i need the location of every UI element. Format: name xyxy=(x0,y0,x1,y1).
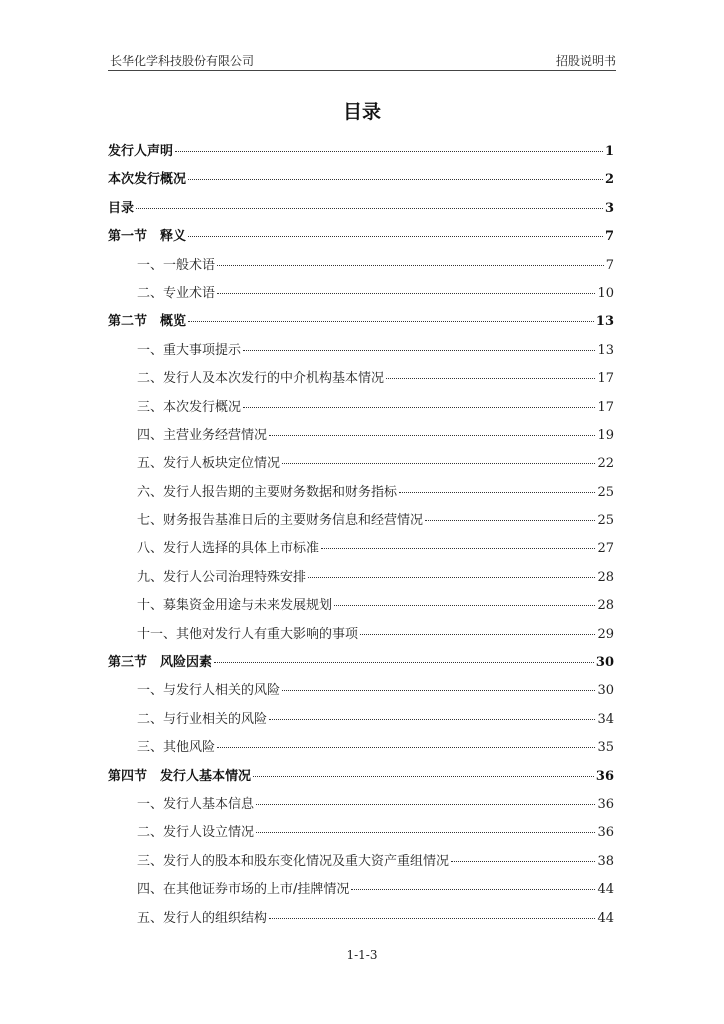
toc-subsection-entry[interactable] xyxy=(108,479,614,507)
header-document-type: 招股说明书 xyxy=(555,54,616,68)
toc-entry-label: 五、发行人板块定位情况 xyxy=(137,456,281,472)
toc-entry-label: 十、募集资金用途与未来发展规划 xyxy=(137,598,333,614)
toc-subsection-entry[interactable] xyxy=(108,450,614,478)
toc-entry-label: 九、发行人公司治理特殊安排 xyxy=(137,569,307,585)
toc-dot-leader xyxy=(269,719,595,720)
toc-entry-label: 二、专业术语 xyxy=(137,285,216,301)
toc-entry-page-number: 38 xyxy=(597,853,614,869)
toc-entry-label: 第一节 释义 xyxy=(108,229,187,245)
toc-entry-label: 发行人声明 xyxy=(108,144,174,159)
toc-dot-leader xyxy=(243,407,595,408)
toc-dot-leader xyxy=(399,492,595,493)
toc-entry-page-number: 17 xyxy=(597,399,614,415)
toc-subsection-entry[interactable] xyxy=(108,535,614,563)
toc-entry-label: 五、发行人的组织结构 xyxy=(137,910,268,926)
toc-entry-page-number: 19 xyxy=(597,427,614,443)
toc-entry-page-number: 13 xyxy=(595,314,614,330)
toc-entry-label: 第二节 概览 xyxy=(108,314,187,330)
toc-section-entry[interactable] xyxy=(108,138,614,166)
toc-entry-page-number: 13 xyxy=(597,342,614,358)
toc-subsection-entry[interactable] xyxy=(108,905,614,933)
toc-subsection-entry[interactable] xyxy=(108,876,614,904)
toc-subsection-entry[interactable] xyxy=(108,848,614,876)
toc-entry-label: 三、本次发行概况 xyxy=(137,399,242,415)
toc-entry-page-number: 29 xyxy=(597,626,614,642)
table-of-contents xyxy=(108,138,614,933)
toc-entry-label: 二、与行业相关的风险 xyxy=(137,711,268,727)
toc-section-entry[interactable] xyxy=(108,308,614,336)
toc-entry-label: 四、主营业务经营情况 xyxy=(137,427,268,443)
toc-entry-label: 三、其他风险 xyxy=(137,740,216,756)
toc-dot-leader xyxy=(256,804,595,805)
toc-entry-label: 七、财务报告基准日后的主要财务信息和经营情况 xyxy=(137,513,424,529)
toc-entry-label: 六、发行人报告期的主要财务数据和财务指标 xyxy=(137,484,398,500)
toc-entry-page-number: 27 xyxy=(597,541,614,557)
toc-subsection-entry[interactable] xyxy=(108,365,614,393)
toc-section-entry[interactable] xyxy=(108,223,614,251)
toc-section-entry[interactable] xyxy=(108,649,614,677)
toc-dot-leader xyxy=(217,293,595,294)
toc-entry-label: 二、发行人及本次发行的中介机构基本情况 xyxy=(137,371,385,387)
toc-entry-page-number: 30 xyxy=(595,655,614,671)
toc-entry-page-number: 17 xyxy=(597,371,614,387)
toc-subsection-entry[interactable] xyxy=(108,706,614,734)
toc-entry-page-number: 36 xyxy=(595,768,614,784)
toc-dot-leader xyxy=(253,776,594,777)
toc-subsection-entry[interactable] xyxy=(108,621,614,649)
toc-entry-page-number: 28 xyxy=(597,569,614,585)
toc-entry-page-number: 25 xyxy=(597,513,614,529)
toc-dot-leader xyxy=(175,151,603,152)
toc-entry-label: 第三节 风险因素 xyxy=(108,655,213,671)
header-company-name: 长华化学科技股份有限公司 xyxy=(110,54,255,68)
toc-dot-leader xyxy=(425,520,595,521)
toc-dot-leader xyxy=(188,179,603,180)
toc-dot-leader xyxy=(282,463,595,464)
toc-entry-page-number: 2 xyxy=(604,172,614,188)
toc-dot-leader xyxy=(217,265,604,266)
toc-entry-page-number: 1 xyxy=(604,144,614,159)
toc-dot-leader xyxy=(136,208,603,209)
toc-entry-page-number: 10 xyxy=(597,285,614,301)
page-header xyxy=(108,50,616,71)
toc-entry-label: 一、重大事项提示 xyxy=(137,342,242,358)
toc-entry-label: 八、发行人选择的具体上市标准 xyxy=(137,541,320,557)
toc-entry-page-number: 35 xyxy=(597,740,614,756)
toc-subsection-entry[interactable] xyxy=(108,734,614,762)
toc-dot-leader xyxy=(243,350,595,351)
toc-entry-page-number: 25 xyxy=(597,484,614,500)
toc-subsection-entry[interactable] xyxy=(108,394,614,422)
toc-section-entry[interactable] xyxy=(108,763,614,791)
toc-entry-page-number: 22 xyxy=(597,456,614,472)
toc-entry-label: 一、发行人基本信息 xyxy=(137,796,255,812)
toc-entry-label: 四、在其他证券市场的上市/挂牌情况 xyxy=(137,882,350,898)
toc-entry-page-number: 7 xyxy=(605,257,614,273)
toc-entry-page-number: 44 xyxy=(597,882,614,898)
toc-dot-leader xyxy=(282,690,595,691)
toc-subsection-entry[interactable] xyxy=(108,564,614,592)
toc-dot-leader xyxy=(188,236,603,237)
toc-entry-label: 三、发行人的股本和股东变化情况及重大资产重组情况 xyxy=(137,853,450,869)
toc-dot-leader xyxy=(269,918,595,919)
toc-entry-label: 一、一般术语 xyxy=(137,257,216,273)
toc-entry-label: 目录 xyxy=(108,200,135,216)
toc-dot-leader xyxy=(360,634,595,635)
toc-dot-leader xyxy=(188,321,594,322)
toc-subsection-entry[interactable] xyxy=(108,252,614,280)
toc-entry-page-number: 44 xyxy=(597,910,614,926)
toc-entry-label: 本次发行概况 xyxy=(108,172,187,188)
page-title: 目录 xyxy=(342,101,381,123)
toc-dot-leader xyxy=(214,662,594,663)
toc-subsection-entry[interactable] xyxy=(108,819,614,847)
toc-entry-page-number: 36 xyxy=(597,825,614,841)
toc-subsection-entry[interactable] xyxy=(108,507,614,535)
toc-subsection-entry[interactable] xyxy=(108,337,614,365)
toc-dot-leader xyxy=(308,577,595,578)
toc-entry-label: 第四节 发行人基本情况 xyxy=(108,768,252,784)
toc-subsection-entry[interactable] xyxy=(108,791,614,819)
toc-entry-page-number: 34 xyxy=(597,711,614,727)
toc-entry-label: 二、发行人设立情况 xyxy=(137,825,255,841)
toc-entry-page-number: 3 xyxy=(604,200,614,216)
toc-section-entry[interactable] xyxy=(108,166,614,194)
toc-entry-page-number: 7 xyxy=(604,229,614,245)
toc-dot-leader xyxy=(386,378,595,379)
toc-dot-leader xyxy=(351,889,595,890)
toc-section-entry[interactable] xyxy=(108,195,614,223)
page-number: 1-1-3 xyxy=(346,948,378,962)
toc-dot-leader xyxy=(217,747,595,748)
toc-subsection-entry[interactable] xyxy=(108,677,614,705)
toc-dot-leader xyxy=(256,832,595,833)
toc-subsection-entry[interactable] xyxy=(108,280,614,308)
toc-dot-leader xyxy=(451,861,595,862)
toc-entry-page-number: 36 xyxy=(597,796,614,812)
toc-dot-leader xyxy=(334,605,595,606)
toc-entry-page-number: 28 xyxy=(597,598,614,614)
toc-dot-leader xyxy=(269,435,595,436)
toc-subsection-entry[interactable] xyxy=(108,592,614,620)
toc-entry-label: 十一、其他对发行人有重大影响的事项 xyxy=(137,626,359,642)
toc-subsection-entry[interactable] xyxy=(108,422,614,450)
toc-dot-leader xyxy=(321,548,595,549)
toc-entry-page-number: 30 xyxy=(597,683,614,699)
toc-entry-label: 一、与发行人相关的风险 xyxy=(137,683,281,699)
